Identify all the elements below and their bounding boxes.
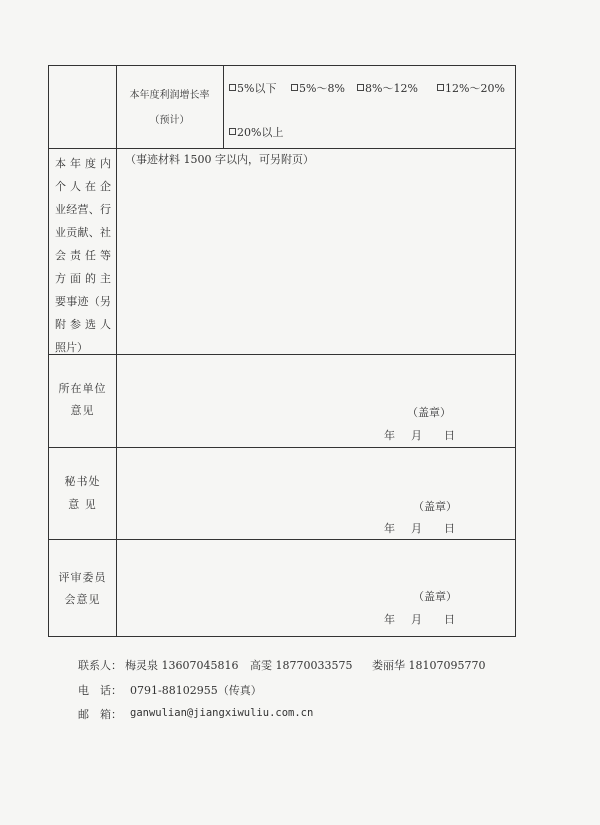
- checkbox-icon[interactable]: [229, 84, 236, 91]
- option-5-8[interactable]: 5%～8%: [291, 80, 345, 96]
- contact-label: 联系人：: [78, 659, 122, 672]
- contact-person-2: 高雯 18770033575: [250, 659, 353, 672]
- secretariat-opinion-label: 秘书处: [64, 475, 101, 488]
- committee-date-month: 月: [411, 613, 422, 626]
- checkbox-icon[interactable]: [229, 128, 236, 135]
- option-12-20[interactable]: 12%～20%: [437, 80, 505, 96]
- secretariat-opinion-label-2: 意 见: [68, 498, 97, 511]
- email-value[interactable]: ganwulian@jiangxiwuliu.com.cn: [130, 707, 314, 719]
- secretariat-date-year: 年: [384, 522, 395, 535]
- contact-person-1: 梅灵泉 13607045816: [125, 659, 239, 672]
- row-divider-1: [49, 148, 515, 149]
- checkbox-icon[interactable]: [291, 84, 298, 91]
- unit-date-year: 年: [384, 429, 395, 442]
- committee-opinion-label: 评审委员: [58, 571, 107, 584]
- deeds-label: 本年度内 个人在企 业经营、行 业贡献、社 会责任等 方面的主 要事迹（另 附参选人 照片）: [55, 157, 111, 354]
- committee-date-year: 年: [384, 613, 395, 626]
- secretariat-date-day: 日: [444, 522, 455, 535]
- profit-growth-label: 本年度利润增长率: [129, 90, 210, 101]
- application-form-table: [48, 65, 516, 637]
- committee-seal-text: （盖章）: [413, 590, 457, 603]
- option-over-20[interactable]: 20%以上: [229, 124, 283, 140]
- label-column-divider: [116, 66, 117, 636]
- unit-opinion-label: 所在单位: [58, 382, 107, 395]
- email-label: 邮 箱：: [78, 708, 122, 721]
- deeds-content-area[interactable]: [119, 170, 513, 350]
- profit-label-divider: [223, 66, 224, 148]
- unit-seal-text: （盖章）: [407, 406, 451, 419]
- row-divider-3: [49, 447, 515, 448]
- checkbox-icon[interactable]: [357, 84, 364, 91]
- unit-opinion-label-2: 意见: [70, 404, 95, 417]
- phone-label: 电 话：: [78, 684, 122, 697]
- unit-date-month: 月: [411, 429, 422, 442]
- option-8-12[interactable]: 8%～12%: [357, 80, 418, 96]
- secretariat-seal-text: （盖章）: [413, 500, 457, 513]
- secretariat-date-month: 月: [411, 522, 422, 535]
- row-divider-4: [49, 539, 515, 540]
- committee-date-day: 日: [444, 613, 455, 626]
- checkbox-icon[interactable]: [437, 84, 444, 91]
- phone-value: 0791-88102955（传真）: [130, 684, 262, 697]
- contact-person-3: 娄丽华 18107095770: [372, 659, 486, 672]
- deeds-note: （事迹材料 1500 字以内，可另附页）: [125, 153, 314, 166]
- option-under-5[interactable]: 5%以下: [229, 80, 276, 96]
- unit-date-day: 日: [444, 429, 455, 442]
- committee-opinion-label-2: 会意见: [64, 593, 101, 606]
- row-divider-2: [49, 354, 515, 355]
- profit-growth-sublabel: （预计）: [149, 115, 190, 126]
